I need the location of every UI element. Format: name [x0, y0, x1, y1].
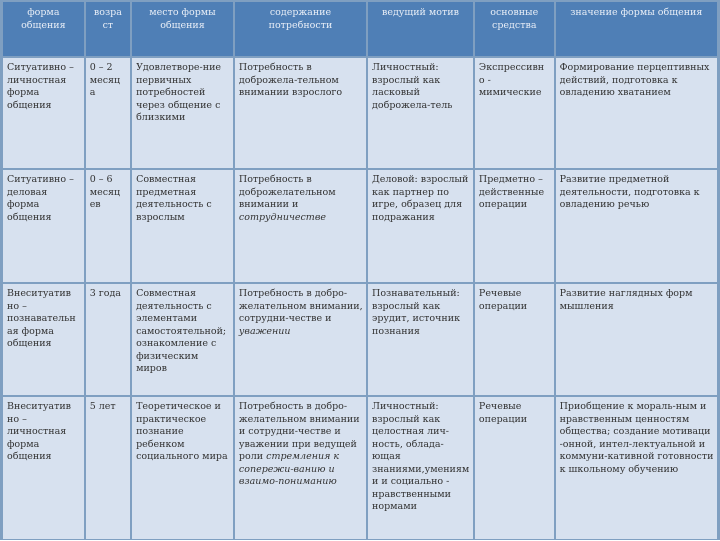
cell-need	[235, 397, 366, 539]
header-row	[3, 2, 717, 56]
cell-motive: Личностный: взрослый как ласковый доброжела-тель	[368, 58, 473, 168]
cell-meaning: Формирование перцептивных действий, подготовка к овладению хватанием	[556, 58, 717, 168]
need-italic-text: уважении	[238, 325, 291, 337]
cell-meaning: Развитие предметной деятельности, подготовка к овладению речью	[556, 170, 717, 282]
need-italic-text: сотрудничестве	[238, 211, 326, 223]
cell-age: 5 лет	[86, 397, 130, 539]
cell-meaning: Приобщение к мораль-ным и нравственным ценностям общества; создание мотиваци -онной, интел-лектуальной и коммуни-кативной готовности к школьному обучению	[556, 397, 717, 539]
cell-age: 0 – 6 месяц ев	[86, 170, 130, 282]
cell-place: Удовлетворе-ние первичных потребностей через общение с близкими	[132, 58, 233, 168]
header-means: основные средства	[475, 2, 554, 56]
table-row	[3, 397, 717, 539]
cell-motive: Познавательный: взрослый как эрудит, источник познания	[368, 284, 473, 395]
header-form: форма общения	[3, 2, 84, 56]
cell-place: Теоретическое и практическое познание ребенком социального мира	[132, 397, 233, 539]
cell-need	[235, 58, 366, 168]
cell-form: Внеситуатив но – познавательн ая форма общения	[3, 284, 84, 395]
header-need: содержание потребности	[235, 2, 366, 56]
cell-form: Внеситуатив но – личностная форма общения	[3, 397, 84, 539]
cell-meaning: Развитие наглядных форм мышления	[556, 284, 717, 395]
need-text: Потребность в доброжела-тельном внимании взрослого	[238, 62, 343, 98]
cell-motive: Деловой: взрослый как партнер по игре, образец для подражания	[368, 170, 473, 282]
table-row	[3, 58, 717, 168]
cell-age: 3 года	[86, 284, 130, 395]
cell-age: 0 – 2 месяц а	[86, 58, 130, 168]
header-age: возра ст	[86, 2, 130, 56]
cell-form: Ситуативно – деловая форма общения	[3, 170, 84, 282]
header-motive: ведущий мотив	[368, 2, 473, 56]
cell-place: Совместная предметная деятельность с взрослым	[132, 170, 233, 282]
cell-motive: Личностный: взрослый как целостная лич-ность, облада-ющая знаниями,умениями и социально - нравственными нормами	[368, 397, 473, 539]
cell-means: Речевые операции	[475, 397, 554, 539]
cell-need	[235, 284, 366, 395]
need-italic-text: стремления к сопережи-ванию и взаимо-пониманию	[238, 451, 340, 487]
need-text: Потребность в доброжелательном внимании и	[238, 174, 336, 210]
cell-means: Экспрессивн о - мимические	[475, 58, 554, 168]
cell-place: Совместная деятельность с элементами самостоятельной; ознакомление с физическим миров	[132, 284, 233, 395]
need-text: Потребность в добро-желательном внимании, сотрудни-честве и	[238, 288, 363, 324]
header-meaning: значение формы общения	[556, 2, 717, 56]
communication-forms-table	[1, 0, 719, 541]
need-text: Потребность в добро-желательном внимании и сотрудни-честве и уважении при ведущей роли	[238, 401, 360, 462]
table-row	[3, 284, 717, 395]
cell-form: Ситуативно – личностная форма общения	[3, 58, 84, 168]
cell-means: Предметно – действенные операции	[475, 170, 554, 282]
cell-need	[235, 170, 366, 282]
table-row	[3, 170, 717, 282]
header-place: место формы общения	[132, 2, 233, 56]
cell-means: Речевые операции	[475, 284, 554, 395]
